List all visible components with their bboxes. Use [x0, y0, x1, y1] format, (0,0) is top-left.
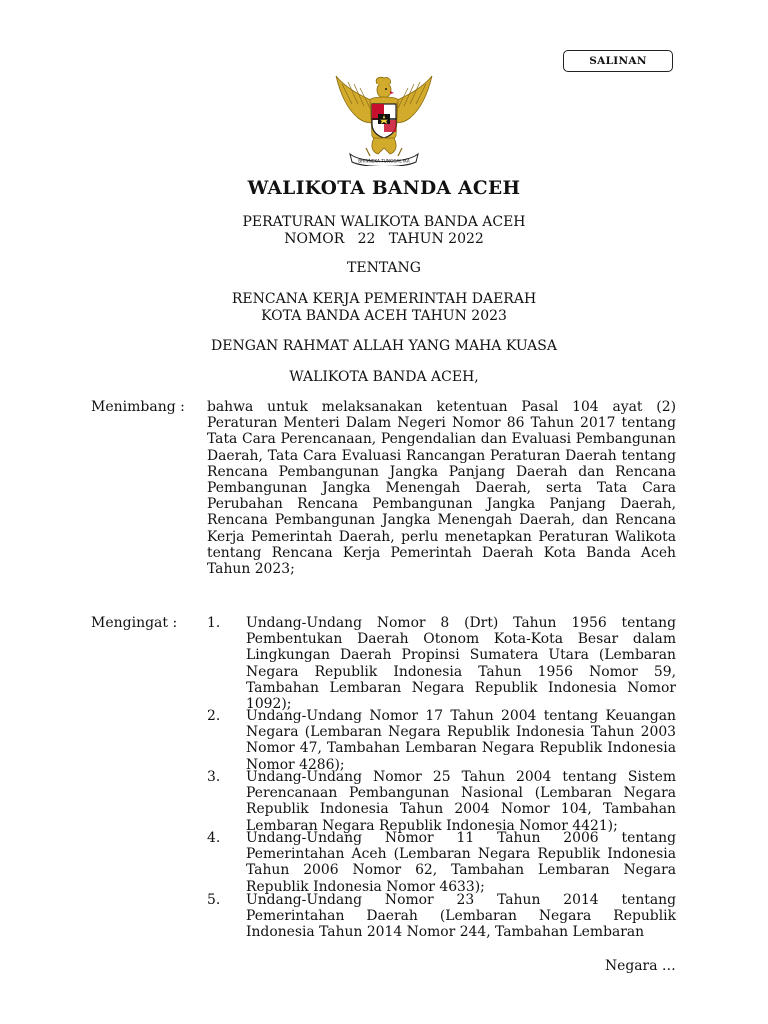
regulation-title-line1: PERATURAN WALIKOTA BANDA ACEH — [242, 214, 526, 230]
emblem-motto: BHINNEKA TUNGGAL IKA — [358, 158, 410, 164]
mengingat-label: Mengingat : — [91, 615, 178, 631]
list-item-text: Undang-Undang Nomor 8 (Drt) Tahun 1956 tentang Pembentukan Daerah Otonom Kota-Kota Besar dalam Lingkungan Daerah Propinsi Sumatera Utara (Lembaran Negara Republik Indonesia Tahun 1956 Nomor 59, Tambahan Lembaran Negara Republik Indonesia Nomor 1092); — [246, 615, 676, 713]
regulation-blessing: DENGAN RAHMAT ALLAH YANG MAHA KUASA — [211, 338, 557, 354]
list-item — [207, 708, 676, 773]
list-item — [207, 615, 676, 712]
garuda-pancasila-emblem — [330, 74, 438, 166]
list-item-number: 3. — [207, 769, 221, 785]
regulation-issuer: WALIKOTA BANDA ACEH, — [289, 369, 479, 385]
list-item-text: Undang-Undang Nomor 25 Tahun 2004 tentang Sistem Perencanaan Pembangunan Nasional (Lembaran Negara Republik Indonesia Tahun 2004 Nomor 104, Tambahan Lembaran Negara Republik Indonesia Nomor 4421); — [246, 769, 676, 834]
list-item-number: 1. — [207, 615, 221, 631]
list-item-text: Undang-Undang Nomor 23 Tahun 2014 tentang Pemerintahan Daerah (Lembaran Negara Republik Indonesia Tahun 2014 Nomor 244, Tambahan Lembaran — [246, 892, 676, 941]
regulation-number: NOMOR 22 TAHUN 2022 — [284, 231, 484, 247]
page-continuation: Negara … — [605, 958, 676, 974]
list-item — [207, 892, 676, 941]
list-item — [207, 830, 676, 895]
list-item — [207, 769, 676, 834]
list-item-number: 4. — [207, 830, 221, 846]
garuda-icon — [336, 76, 432, 166]
list-item-number: 2. — [207, 708, 221, 724]
menimbang-text: bahwa untuk melaksanakan ketentuan Pasal 104 ayat (2) Peraturan Menteri Dalam Negeri Nomor 86 Tahun 2017 tentang Tata Cara Perencanaan, Pengendalian dan Evaluasi Pembangunan Daerah, Tata Cara Evaluasi Rancangan Peraturan Daerah tentang Rencana Pembangunan Jangka Panjang Daerah dan Rencana Pembangunan Jangka Menengah Daerah, serta Tata Cara Perubahan Rencana Pembangunan Jangka Panjang Daerah, Rencana Pembangunan Jangka Menengah Daerah, dan Rencana Kerja Pemerintah Daerah, perlu menetapkan Peraturan Walikota tentang Rencana Kerja Pemerintah Daerah Kota Banda Aceh Tahun 2023; — [207, 399, 676, 578]
list-item-number: 5. — [207, 892, 221, 908]
list-item-text: Undang-Undang Nomor 11 Tahun 2006 tentang Pemerintahan Aceh (Lembaran Negara Republik Indonesia Tahun 2006 Nomor 62, Tambahan Lembaran Negara Republik Indonesia Nomor 4633); — [246, 830, 676, 895]
regulation-subject-line2: KOTA BANDA ACEH TAHUN 2023 — [261, 308, 507, 324]
document-heading: WALIKOTA BANDA ACEH — [247, 178, 521, 199]
menimbang-label: Menimbang : — [91, 399, 185, 415]
list-item-text: Undang-Undang Nomor 17 Tahun 2004 tentang Keuangan Negara (Lembaran Negara Republik Indonesia Tahun 2003 Nomor 47, Tambahan Lembaran Negara Republik Indonesia Nomor 4286); — [246, 708, 676, 773]
regulation-subject-line1: RENCANA KERJA PEMERINTAH DAERAH — [231, 291, 537, 307]
salinan-stamp: SALINAN — [563, 50, 673, 72]
regulation-about: TENTANG — [347, 260, 421, 276]
